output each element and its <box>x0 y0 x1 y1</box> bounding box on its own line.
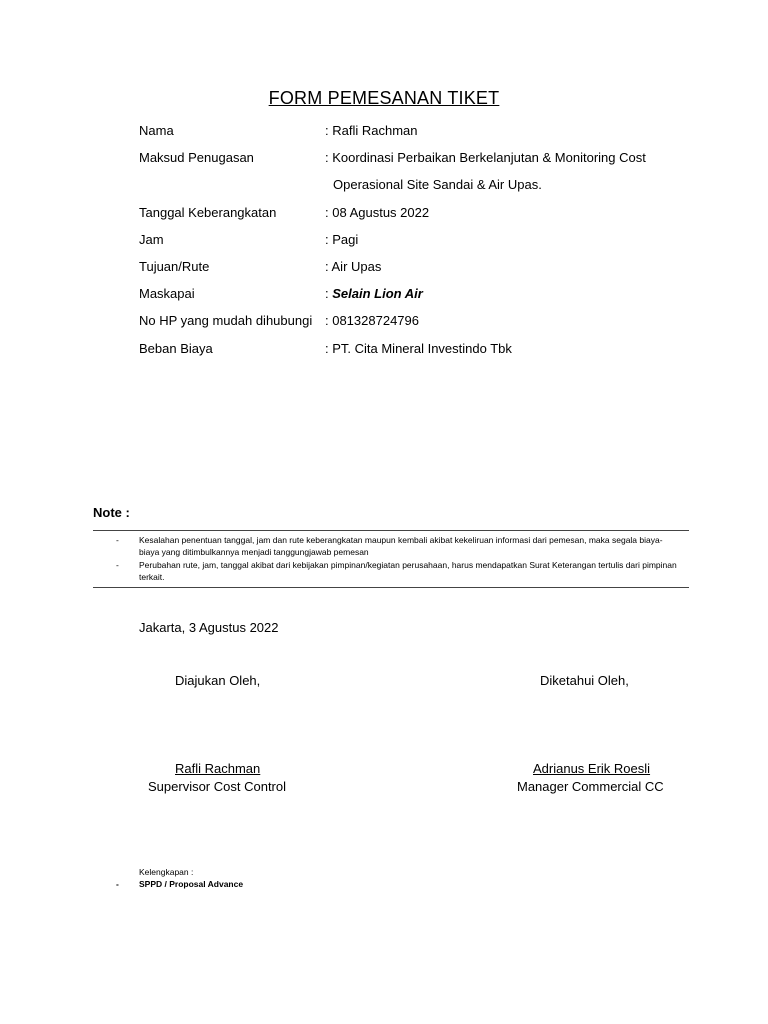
note-bottom-divider <box>93 587 689 588</box>
signature-right-role: Manager Commercial CC <box>517 779 664 794</box>
attachment-bullet: - <box>116 879 119 889</box>
signature-right-heading: Diketahui Oleh, <box>540 673 629 688</box>
attachments-title: Kelengkapan : <box>139 867 194 877</box>
note-item <box>116 534 686 558</box>
field-value: : Pagi <box>325 232 359 247</box>
field-label: Tujuan/Rute <box>139 259 210 274</box>
signature-right-name: Adrianus Erik Roesli <box>533 761 651 776</box>
place-date: Jakarta, 3 Agustus 2022 <box>139 620 279 635</box>
note-bullet: - <box>116 535 119 545</box>
field-value-emphasis: Selain Lion Air <box>332 286 423 301</box>
field-value: : 08 Agustus 2022 <box>325 205 430 220</box>
note-text: Perubahan rute, jam, tanggal akibat dari kebijakan pimpinan/kegiatan perusahaan, harus mendapatkan Surat Keterangan tertulis dari pimpinan terkait. <box>139 560 677 582</box>
attachment-text: SPPD / Proposal Advance <box>139 879 244 889</box>
note-text: Kesalahan penentuan tanggal, jam dan rute keberangkatan maupun kembali akibat kekeliruan informasi dari pemesan, maka segala biaya-biaya yang ditimbulkannya menjadi tanggungjawab pemesan <box>139 535 663 557</box>
field-value: : 081328724796 <box>325 313 419 328</box>
field-label: Jam <box>139 232 164 247</box>
field-value <box>325 285 423 303</box>
field-value-continuation: Operasional Site Sandai & Air Upas. <box>333 177 542 192</box>
form-title: FORM PEMESANAN TIKET <box>268 88 500 108</box>
field-label: Nama <box>139 123 174 138</box>
signature-left-heading: Diajukan Oleh, <box>175 673 261 688</box>
signature-left-name: Rafli Rachman <box>175 761 261 776</box>
field-value: : Air Upas <box>325 259 382 274</box>
signature-left-role: Supervisor Cost Control <box>148 779 286 794</box>
field-label: Beban Biaya <box>139 341 213 356</box>
field-value: : Koordinasi Perbaikan Berkelanjutan & Monitoring Cost <box>325 150 646 165</box>
field-value-prefix: : <box>325 286 333 301</box>
field-label: Tanggal Keberangkatan <box>139 205 277 220</box>
note-top-divider <box>93 530 689 531</box>
field-value: : Rafli Rachman <box>325 123 418 138</box>
note-item <box>116 559 686 583</box>
note-label: Note : <box>93 505 130 520</box>
field-label: No HP yang mudah dihubungi <box>139 313 313 328</box>
field-label: Maskapai <box>139 286 195 301</box>
field-label: Maksud Penugasan <box>139 150 254 165</box>
field-value: : PT. Cita Mineral Investindo Tbk <box>325 341 512 356</box>
note-bullet: - <box>116 560 119 570</box>
